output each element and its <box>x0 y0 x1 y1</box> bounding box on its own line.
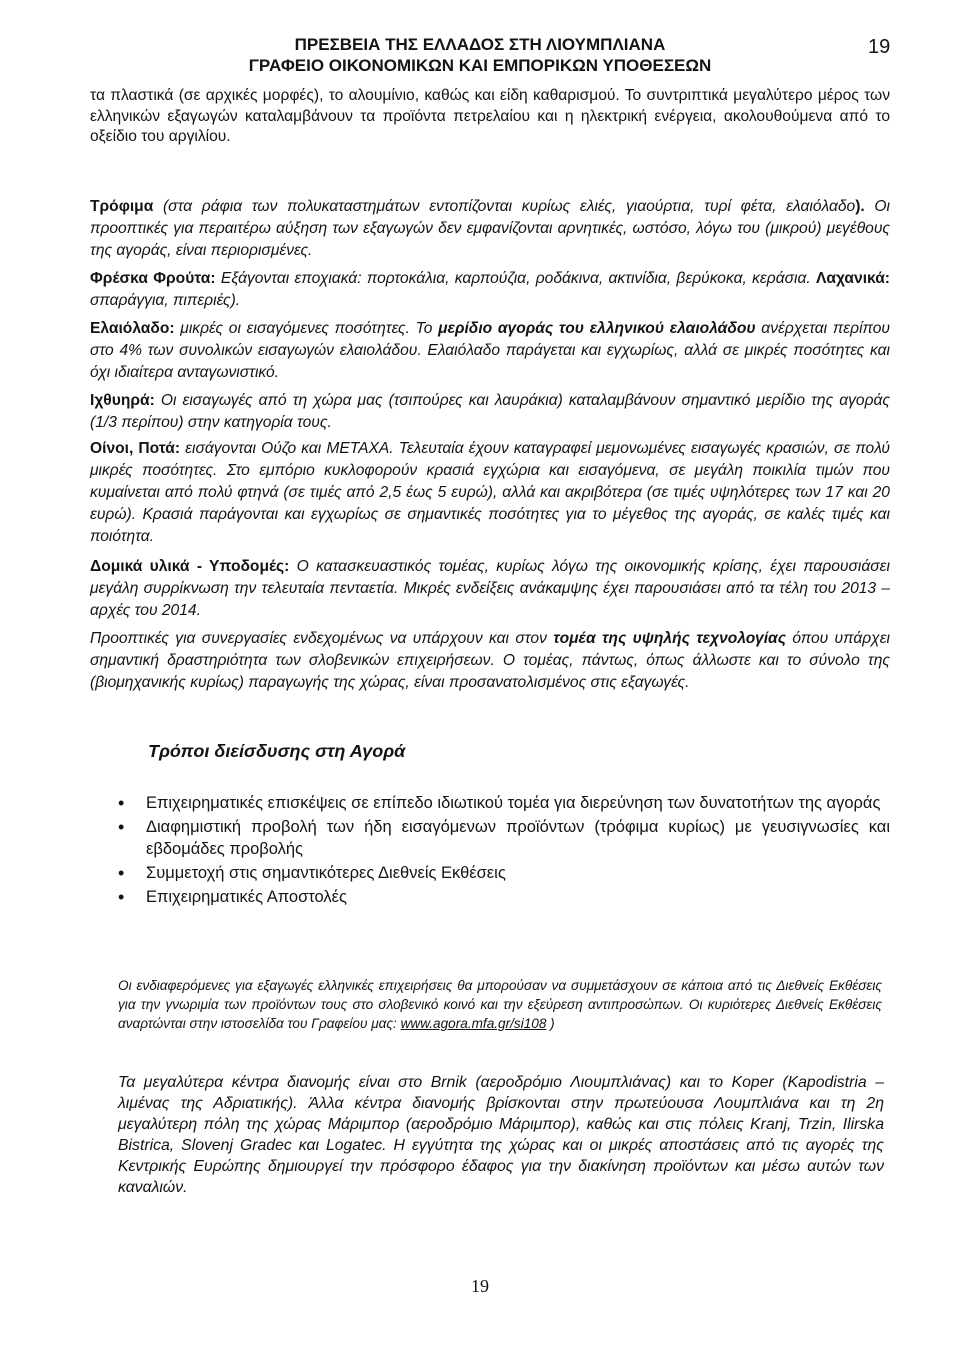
footer-page-number: 19 <box>471 1276 489 1296</box>
food-close: ). <box>855 198 875 215</box>
note-text: Οι ενδιαφερόμενες για εξαγωγές ελληνικές επιχειρήσεις θα μπορούσαν να συμμετάσχουν σε κάποια από τις Διεθνείς Εκθέσεις για την γνωριμία των προϊόντων τους στο σλοβενικό κοινό και την εξεύρεση αντιπροσώπων. Οι κυριότερες Διεθνείς Εκθέσεις αναρτώνται στην ιστοσελίδα του Γραφείου μας: <box>118 978 882 1031</box>
construction-text: Ο κατασκευαστικός τομέας, κυρίως λόγω της οικονομικής κρίσης, έχει παρουσιάσει μεγάλη συρρίκνωση την τελευταία πενταετία. Μικρές ενδείξεις ανάκαμψης έχει παρουσιάσει από τα τέλη του 2013 – αρχές του 2014. <box>90 558 890 619</box>
olive-oil-label: Ελαιόλαδο: <box>90 320 175 337</box>
distribution-paragraph: Τα μεγαλύτερα κέντρα διανομής είναι στο Brnik (αεροδρόμιο Λιουμπλιάνας) και το Koper (Kapodistria – λιμένας της Αδριατικής). Άλλα κέντρα διανομής βρίσκονται στην πρωτεύουσα Λουμπλιάνα και τη 2η μεγαλύτερη πόλη της χώρας Μάριμπορ (αεροδρόμιο Μάριμπορ), καθώς και στις πόλεις Kranj, Trzin, Ilirska Bistrica, Slovenj Gradec και Logatec. Η εγγύτητα της χώρας και οι μικρές αποστάσεις από τις αγορές της Κεντρικής Ευρώπης δημιουργεί την πρόσφορο έδαφος για την διακίνηση προϊόντων και μέσω αυτών των καναλιών. <box>118 1074 884 1196</box>
header-embassy: ΠΡΕΣΒΕΙΑ ΤΗΣ ΕΛΛΑΔΟΣ ΣΤΗ ΛΙΟΥΜΠΛΙΑΝΑ <box>294 35 666 54</box>
fish-label: Ιχθυηρά: <box>90 392 155 409</box>
fruit-paragraph <box>90 268 890 312</box>
technology-text-2: όπου υπάρχει σημαντική δραστηριότητα των σλοβενικών επιχειρήσεων. Ο τομέας, πάντως, όπως άλλωστε και το σύνολο της (βιομηχανικής κυρίως) παραγωγής της χώρας, είναι προσανατολισμένος στις εξαγωγές. <box>90 630 891 691</box>
agora-link[interactable]: www.agora.mfa.gr/si108 <box>400 1016 547 1031</box>
exhibitions-note <box>118 976 882 1033</box>
food-outlook: Οι προοπτικές για περαιτέρω αύξηση των εξαγωγών δεν εμφανίζονται αρνητικές, ωστόσο, λόγω του (μικρού) μεγέθους της αγοράς, είναι περιορισμένες. <box>90 198 890 259</box>
intro-paragraph: τα πλαστικά (σε αρχικές μορφές), το αλουμίνιο, καθώς και είδη καθαρισμού. Το συντριπτικά μεγαλύτερο μέρος των ελληνικών εξαγωγών καταλαμβάνουν τα προϊόντα πετρελαίου και η ηλεκτρική ενέργεια, ακολουθούμενα από το οξείδιο του αργιλίου. <box>90 87 890 145</box>
food-paragraph <box>90 196 890 262</box>
olive-oil-share: μερίδιο αγοράς του ελληνικού ελαιολάδου <box>438 320 756 337</box>
section-title: Τρόποι διείσδυσης στη Αγορά <box>148 741 406 761</box>
vegetables-label: Λαχανικά: <box>816 270 890 287</box>
construction-paragraph <box>90 556 890 622</box>
olive-oil-paragraph <box>90 318 890 384</box>
wine-text: εισάγονται Ούζο και ΜΕΤΑΧΑ. Τελευταία έχουν καταγραφεί μεμονωμένες εισαγωγές κρασιών, σε πολύ μικρές ποσότητες. Στο εμπόριο κυκλοφορούν κρασιά εγχώρια και εισαγόμενα, σε μεγάλη ποικιλία τιμών που κυμαίνεται από πολύ φτηνά (σε τιμές από 2,5 έως 5 ευρώ), αλλά και ακριβότερα (σε τιμές υψηλότερες των 17 και 20 ευρώ). Κρασιά παράγονται και εγχωρίως σε σημαντικές ποσότητες για το μέγεθος της αγοράς, σε καλές τιμές και ποιότητα. <box>90 440 890 545</box>
fish-text: Οι εισαγωγές από τη χώρα μας (τσιπούρες και λαυράκια) καταλαμβάνουν σημαντικό μερίδιο της αγοράς (1/3 περίπου) στην κατηγορία τους. <box>90 392 890 431</box>
wine-paragraph <box>90 438 890 548</box>
technology-sector: τομέα της υψηλής τεχνολογίας <box>553 630 787 647</box>
olive-oil-text: μικρές οι εισαγόμενες ποσότητες. Το <box>174 320 439 337</box>
header-page-number: 19 <box>868 36 891 58</box>
header-office: ΓΡΑΦΕΙΟ ΟΙΚΟΝΟΜΙΚΩΝ ΚΑΙ ΕΜΠΟΡΙΚΩΝ ΥΠΟΘΕΣΕΩΝ <box>248 56 712 75</box>
food-label: Τρόφιμα <box>90 198 154 215</box>
wine-label: Οίνοι, Ποτά: <box>90 440 181 457</box>
fruit-text: Εξάγονται εποχιακά: πορτοκάλια, καρπούζια, ροδάκινα, ακτινίδια, βερύκοκα, κεράσια. <box>215 270 817 287</box>
technology-paragraph <box>90 628 890 694</box>
food-text: (στα ράφια των πολυκαταστημάτων εντοπίζονται κυρίως ελιές, γιαούρτια, τυρί φέτα, ελαιόλαδο <box>153 198 856 215</box>
methods-list <box>118 792 890 910</box>
vegetables-text: σπαράγγια, πιπεριές). <box>90 292 241 309</box>
technology-text: Προοπτικές για συνεργασίες ενδεχομένως να υπάρχουν και στον <box>90 630 554 647</box>
olive-oil-text-2: ανέρχεται περίπου στο 4% των συνολικών εισαγωγών ελαιολάδου. Ελαιόλαδο παράγεται και εγχωρίως, αλλά σε μικρές ποσότητες και όχι ιδιαίτερα ανταγωνιστικό. <box>90 320 891 381</box>
construction-label: Δομικά υλικά - Υποδομές: <box>90 558 290 575</box>
list-item: • Επιχειρηματικές Αποστολές <box>118 886 890 908</box>
note-tail: ) <box>546 1016 555 1031</box>
page-header <box>0 34 960 76</box>
fruit-label: Φρέσκα Φρούτα: <box>90 270 216 287</box>
fish-paragraph <box>90 390 890 434</box>
list-item: • Επιχειρηματικές επισκέψεις σε επίπεδο ιδιωτικού τομέα για διερεύνηση των δυνατοτήτων της αγοράς <box>118 792 890 814</box>
list-item: • Διαφημιστική προβολή των ήδη εισαγόμενων προϊόντων (τρόφιμα κυρίως) με γευσιγνωσίες και εβδομάδες προβολής <box>118 816 890 860</box>
list-item: • Συμμετοχή στις σημαντικότερες Διεθνείς Εκθέσεις <box>118 862 890 884</box>
